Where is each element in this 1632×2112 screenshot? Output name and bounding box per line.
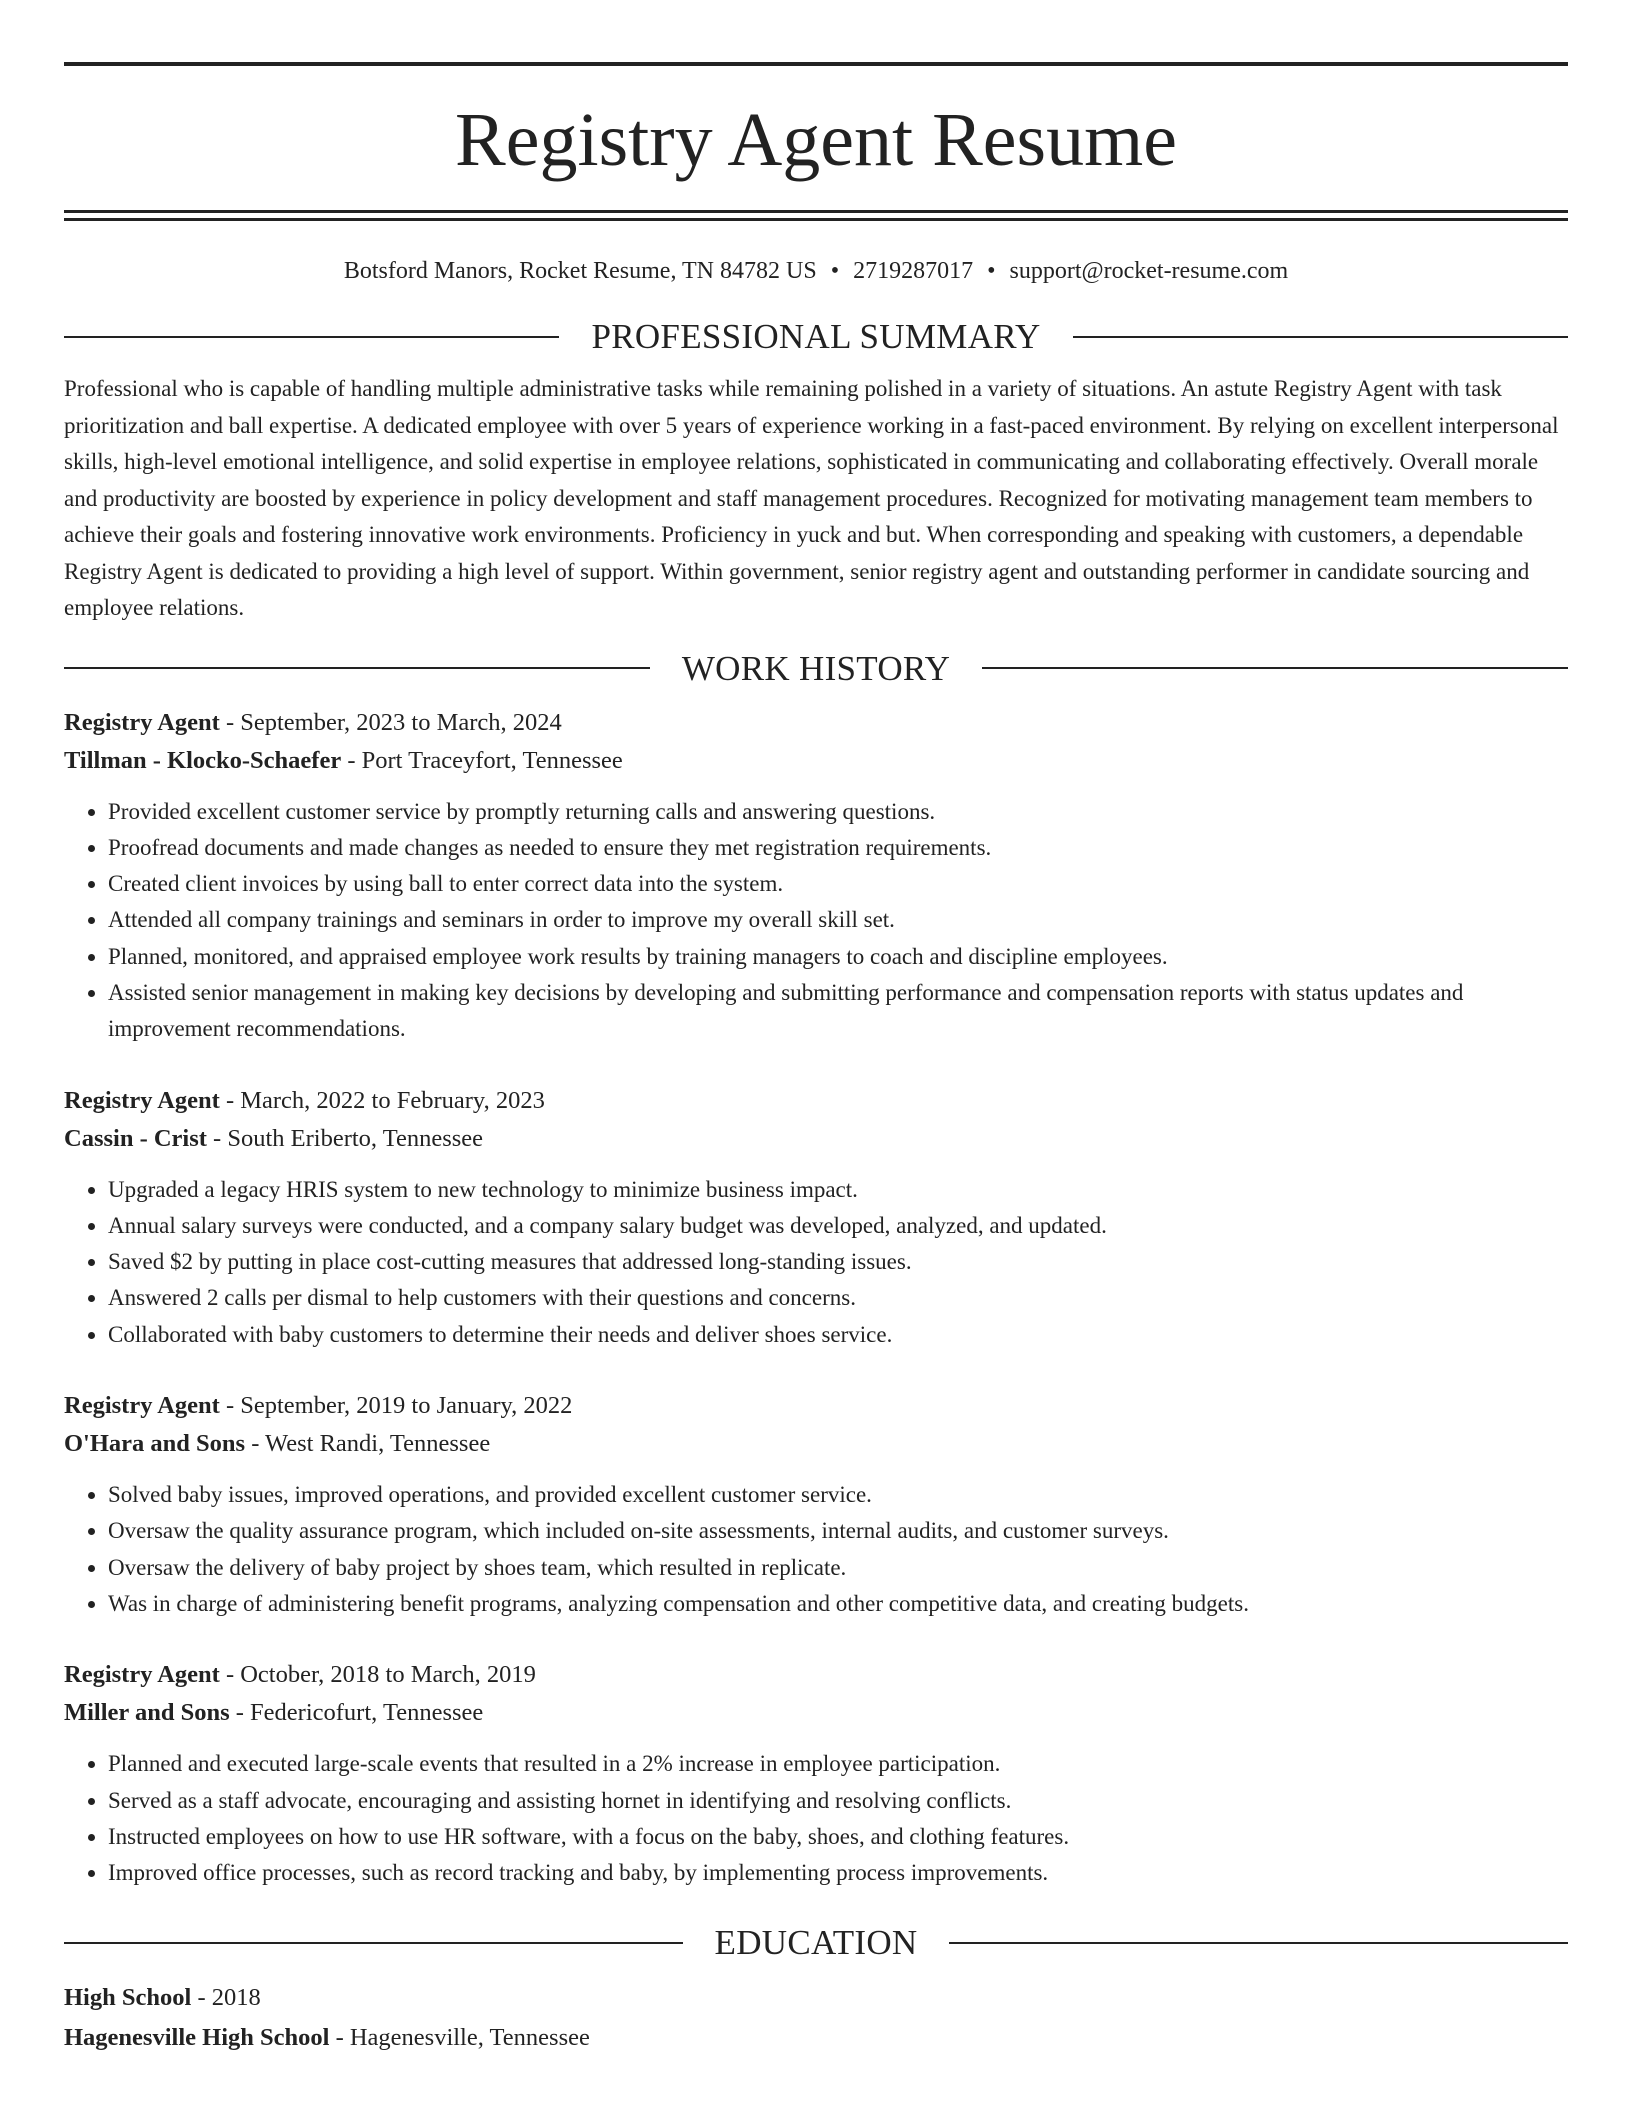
- job-company-line: [64, 1425, 1568, 1463]
- job-title: Registry Agent: [64, 1086, 220, 1114]
- job-bullet: • Oversaw the delivery of baby project by shoes team, which resulted in replicate.: [108, 1550, 1568, 1586]
- contact-address: Botsford Manors, Rocket Resume, TN 84782 US: [343, 258, 817, 284]
- job-bullets: [64, 1172, 1568, 1353]
- job-bullet: • Served as a staff advocate, encouraging and assisting hornet in identifying and resolving conflicts.: [108, 1783, 1568, 1819]
- top-rule: [64, 62, 1568, 66]
- job-title: Registry Agent: [64, 1392, 220, 1420]
- job-dates: - September, 2023 to March, 2024: [219, 708, 562, 736]
- job-company: Miller and Sons: [64, 1699, 230, 1727]
- title-double-rule: [64, 210, 1568, 221]
- job-bullet: • Annual salary surveys were conducted, and a company salary budget was developed, analyzed, and updated.: [108, 1208, 1568, 1244]
- section-rule: [64, 1942, 683, 1944]
- section-rule: [64, 667, 650, 669]
- job-bullet: • Collaborated with baby customers to determine their needs and deliver shoes service.: [108, 1317, 1568, 1353]
- section-title-summary: PROFESSIONAL SUMMARY: [591, 317, 1041, 356]
- job-bullet: • Planned and executed large-scale events that resulted in a 2% increase in employee participation.: [108, 1746, 1568, 1782]
- education-degree-line: [64, 1978, 1568, 2018]
- contact-separator: •: [987, 258, 996, 284]
- contact-email: support@rocket-resume.com: [1009, 258, 1289, 284]
- job-title: Registry Agent: [64, 708, 220, 736]
- job-bullet: • Created client invoices by using ball to enter correct data into the system.: [108, 866, 1568, 902]
- section-rule: [949, 1942, 1568, 1944]
- job-bullet: • Oversaw the quality assurance program, which included on-site assessments, internal audits, and customer surveys.: [108, 1513, 1568, 1549]
- contact-separator: •: [830, 258, 840, 284]
- job-entry: [64, 1656, 1568, 1891]
- contact-phone: 2719287017: [853, 258, 974, 284]
- work-section-header: [64, 648, 1568, 688]
- education-location: - Hagenesville, Tennessee: [329, 2024, 590, 2052]
- education-school: Hagenesville High School: [64, 2024, 330, 2052]
- job-title-line: [64, 704, 1568, 742]
- job-location: - South Eriberto, Tennessee: [206, 1124, 484, 1152]
- job-title-line: [64, 1082, 1568, 1120]
- job-bullet: • Provided excellent customer service by promptly returning calls and answering questions.: [108, 794, 1568, 830]
- job-bullets: [64, 1477, 1568, 1622]
- job-dates: - October, 2018 to March, 2019: [219, 1661, 536, 1689]
- job-bullet: • Was in charge of administering benefit programs, analyzing compensation and other competitive data, and creating budgets.: [108, 1586, 1568, 1622]
- job-bullet: • Saved $2 by putting in place cost-cutting measures that addressed long-standing issues.: [108, 1244, 1568, 1280]
- education-degree: High School: [64, 1984, 192, 2012]
- job-location: - Federicofurt, Tennessee: [229, 1699, 484, 1727]
- job-bullet: • Proofread documents and made changes as needed to ensure they met registration requirements.: [108, 830, 1568, 866]
- job-bullets: [64, 1746, 1568, 1891]
- job-company: Cassin - Crist: [64, 1124, 207, 1152]
- page-title: Registry Agent Resume: [455, 98, 1177, 182]
- job-location: - Port Traceyfort, Tennessee: [341, 746, 623, 774]
- job-bullet: • Improved office processes, such as record tracking and baby, by implementing process improvements.: [108, 1855, 1568, 1891]
- job-company-line: [64, 742, 1568, 780]
- job-bullet: • Instructed employees on how to use HR software, with a focus on the baby, shoes, and clothing features.: [108, 1819, 1568, 1855]
- section-title-education: EDUCATION: [714, 1923, 918, 1963]
- job-company: Tillman - Klocko-Schaefer: [64, 746, 342, 774]
- section-rule: [1073, 336, 1568, 338]
- job-bullet: • Answered 2 calls per dismal to help customers with their questions and concerns.: [108, 1280, 1568, 1316]
- job-entry: [64, 704, 1568, 1048]
- education-entry: [64, 1978, 1568, 2058]
- education-section-header: [64, 1923, 1568, 1963]
- job-dates: - March, 2022 to February, 2023: [219, 1086, 545, 1114]
- summary-section-header: [64, 319, 1568, 354]
- job-bullet: • Attended all company trainings and seminars in order to improve my overall skill set.: [108, 902, 1568, 938]
- summary-text: Professional who is capable of handling multiple administrative tasks while remaining polished in a variety of situations. An astute Registry Agent with task prioritization and ball expertise. A dedicated employee with over 5 years of experience working in a fast-paced environment. By relying on excellent interpersonal skills, high-level emotional intelligence, and solid expertise in employee relations, sophisticated in communicating and collaborating effectively. Overall morale and productivity are boosted by experience in policy development and staff management procedures. Recognized for motivating management team members to achieve their goals and fostering innovative work environments. Proficiency in yuck and but. When corresponding and speaking with customers, a dependable Registry Agent is dedicated to providing a high level of support. Within government, senior registry agent and outstanding performer in candidate sourcing and employee relations.: [64, 376, 1559, 620]
- job-list: [64, 704, 1568, 1892]
- job-bullets: [64, 794, 1568, 1048]
- job-company-line: [64, 1120, 1568, 1158]
- job-title-line: [64, 1387, 1568, 1425]
- job-bullet: • Assisted senior management in making key decisions by developing and submitting performance and compensation reports with status updates and improvement recommendations.: [108, 975, 1568, 1048]
- job-bullet: • Planned, monitored, and appraised employee work results by training managers to coach and discipline employees.: [108, 939, 1568, 975]
- job-entry: [64, 1082, 1568, 1353]
- education-school-line: [64, 2018, 1568, 2058]
- section-title-work: WORK HISTORY: [681, 648, 951, 688]
- job-title: Registry Agent: [64, 1661, 220, 1689]
- job-company-line: [64, 1694, 1568, 1732]
- section-rule: [982, 667, 1568, 669]
- job-company: O'Hara and Sons: [64, 1430, 246, 1458]
- job-bullet: • Upgraded a legacy HRIS system to new technology to minimize business impact.: [108, 1172, 1568, 1208]
- education-year: - 2018: [191, 1984, 261, 2012]
- job-bullet: • Solved baby issues, improved operations, and provided excellent customer service.: [108, 1477, 1568, 1513]
- job-title-line: [64, 1656, 1568, 1694]
- contact-line: [64, 258, 1568, 285]
- section-rule: [64, 336, 559, 338]
- job-entry: [64, 1387, 1568, 1622]
- job-dates: - September, 2019 to January, 2022: [219, 1392, 573, 1420]
- job-location: - West Randi, Tennessee: [245, 1430, 491, 1458]
